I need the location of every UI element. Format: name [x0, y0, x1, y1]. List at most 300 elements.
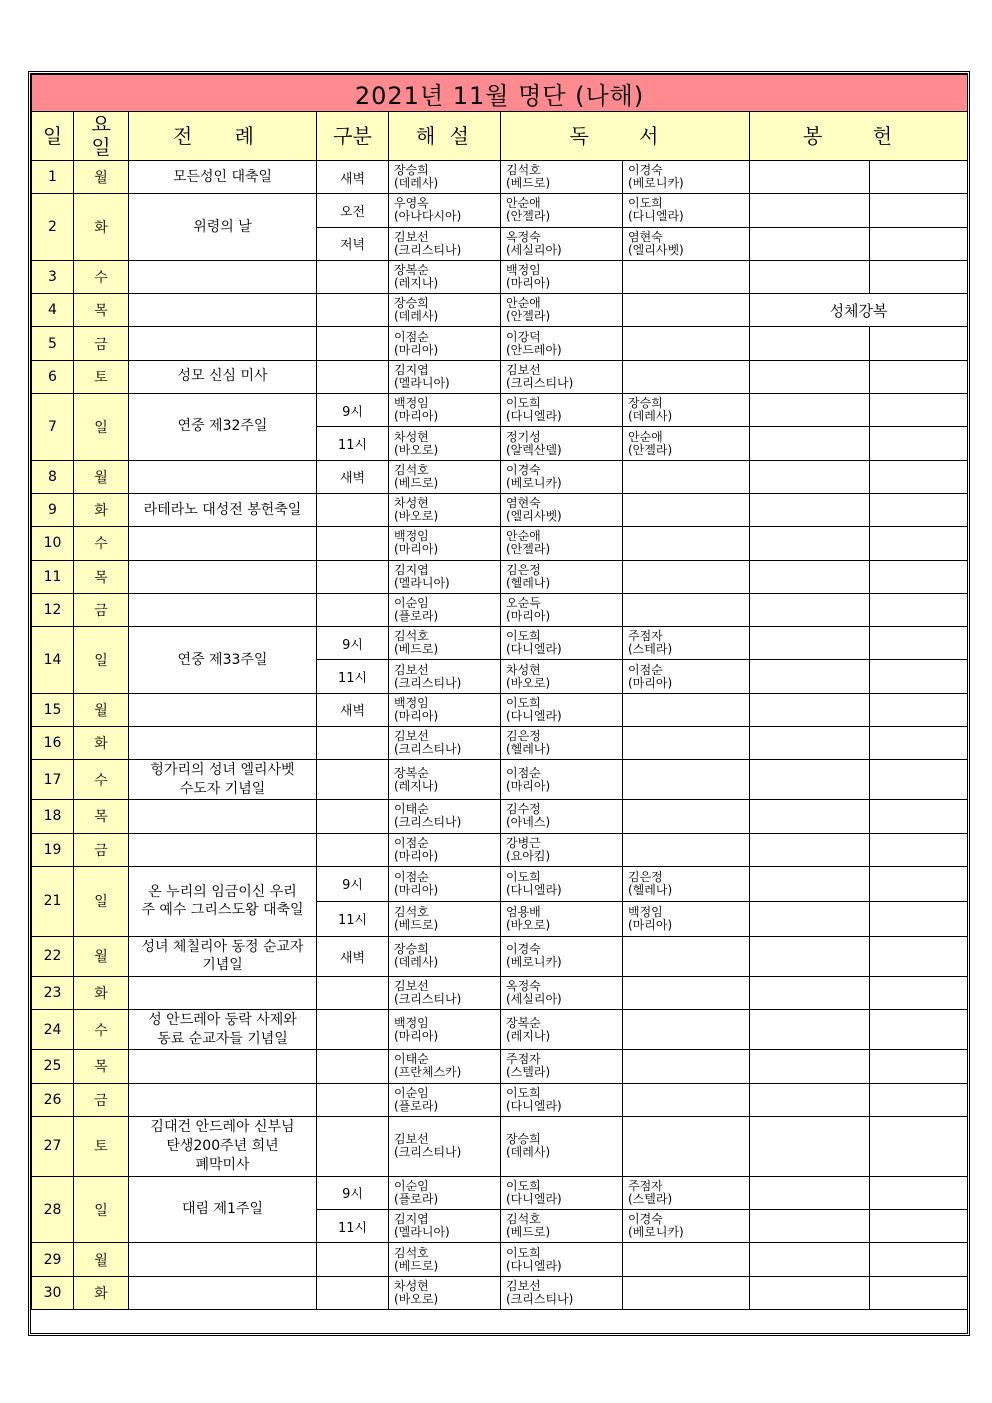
reader-2-line: (베로니카): [628, 1225, 684, 1240]
commentator-line: (멜라니아): [394, 375, 450, 390]
commentator: [389, 1210, 501, 1243]
reader-2-line: (스텔라): [628, 1191, 673, 1206]
weekday: 목: [74, 1050, 129, 1083]
weekday: 목: [74, 294, 129, 327]
reader-2: [623, 327, 750, 360]
commentator-line: 김지엽: [394, 362, 429, 377]
offering-2: [870, 1276, 968, 1309]
reader-1: [501, 360, 623, 393]
day-number: 15: [32, 693, 74, 726]
commentator-line: (베드로): [394, 475, 439, 490]
commentator-line: (크리스티나): [394, 742, 462, 757]
commentator: [389, 194, 501, 227]
reader-1-line: 이경숙: [506, 462, 541, 477]
commentator-line: 김보선: [394, 662, 429, 677]
reader-2: [623, 866, 750, 901]
reader-1: [501, 194, 623, 227]
reader-1-line: (안젤라): [506, 209, 551, 224]
commentator: [389, 901, 501, 936]
reader-1-line: (레지나): [506, 1028, 551, 1043]
weekday: 목: [74, 800, 129, 833]
table-row: [32, 976, 968, 1009]
day-number: 14: [32, 627, 74, 694]
reader-2: [623, 901, 750, 936]
offering-1: [750, 1116, 870, 1176]
commentator-line: 백정임: [394, 695, 429, 710]
reader-2: [623, 427, 750, 460]
reader-1-line: (마리아): [506, 778, 551, 793]
liturgy-name: [129, 560, 317, 593]
weekday: 금: [74, 327, 129, 360]
commentator: [389, 427, 501, 460]
reader-2: [623, 1050, 750, 1083]
reader-1: [501, 800, 623, 833]
commentator: [389, 327, 501, 360]
liturgy-name: 연중 제33주일: [129, 627, 317, 694]
liturgy-name: [129, 1050, 317, 1083]
header-weekday: 요 일: [74, 112, 129, 161]
reader-2: [623, 1276, 750, 1309]
day-number: 28: [32, 1176, 74, 1243]
offering-note: 성체강복: [750, 294, 968, 327]
commentator-line: (마리아): [394, 409, 439, 424]
table-row: [32, 1116, 968, 1176]
header-offering: 봉 헌: [750, 112, 968, 161]
offering-1: [750, 1276, 870, 1309]
category: [317, 360, 389, 393]
reader-1-line: 염현숙: [506, 496, 541, 511]
reader-1-line: (다니엘라): [506, 642, 562, 657]
reader-1-line: 이도희: [506, 695, 541, 710]
reader-1-line: (마리아): [506, 276, 551, 291]
reader-1: [501, 976, 623, 1009]
offering-2: [870, 727, 968, 760]
reader-2: [623, 1010, 750, 1050]
commentator-line: 김석호: [394, 462, 429, 477]
offering-2: [870, 161, 968, 194]
table-row: [32, 260, 968, 293]
offering-1: [750, 693, 870, 726]
day-number: 23: [32, 976, 74, 1009]
page-title: 2021년 11월 명단 (나해): [32, 75, 968, 112]
reader-1-line: (데레사): [506, 1145, 551, 1160]
reader-1: [501, 1083, 623, 1116]
commentator-line: 김보선: [394, 229, 429, 244]
reader-1-line: (마리아): [506, 609, 551, 623]
day-number: 11: [32, 560, 74, 593]
commentator-line: (아나다시아): [394, 209, 462, 224]
weekday: 토: [74, 360, 129, 393]
offering-1: [750, 1083, 870, 1116]
offering-1: [750, 161, 870, 194]
reader-1-line: (다니엘라): [506, 1191, 562, 1206]
liturgy-name: [129, 527, 317, 560]
category: [317, 976, 389, 1009]
commentator-line: 이순임: [394, 1178, 429, 1193]
table-row: [32, 394, 968, 427]
category: [317, 327, 389, 360]
offering-1: [750, 560, 870, 593]
reader-2: [623, 760, 750, 800]
reader-1-line: (베드로): [506, 176, 551, 191]
commentator-line: 이점순: [394, 329, 429, 344]
reader-1-line: 이도희: [506, 1245, 541, 1260]
liturgy-name: 라테라노 대성전 봉헌축일: [129, 493, 317, 526]
weekday: 월: [74, 1243, 129, 1276]
commentator-line: 이점순: [394, 869, 429, 884]
day-number: 4: [32, 294, 74, 327]
reader-1-line: 김석호: [506, 163, 541, 178]
reader-1-line: (다니엘라): [506, 409, 562, 424]
reader-2-line: 장승희: [628, 396, 663, 411]
commentator-line: (데레사): [394, 309, 439, 324]
category: [317, 760, 389, 800]
reader-2: [623, 976, 750, 1009]
reader-1-line: (아네스): [506, 815, 551, 830]
reader-1-line: 백정임: [506, 263, 541, 278]
roster-sheet: [28, 71, 970, 1336]
reader-1-line: (세실리아): [506, 992, 562, 1007]
day-number: 5: [32, 327, 74, 360]
reader-1-line: (안드레아): [506, 342, 562, 357]
offering-2: [870, 901, 968, 936]
reader-1-line: (알렉산델): [506, 442, 562, 457]
commentator: [389, 1176, 501, 1209]
reader-1-line: (헬레나): [506, 742, 551, 757]
offering-1: [750, 800, 870, 833]
day-number: 9: [32, 493, 74, 526]
reader-1-line: (다니엘라): [506, 1258, 562, 1273]
table-row: [32, 493, 968, 526]
reader-1-line: 이강덕: [506, 329, 541, 344]
category: [317, 560, 389, 593]
liturgy-name: 성모 신심 미사: [129, 360, 317, 393]
commentator: [389, 394, 501, 427]
reader-2: [623, 527, 750, 560]
reader-1-line: 주점자: [506, 1052, 541, 1067]
commentator-line: 백정임: [394, 529, 429, 544]
table-row: [32, 1276, 968, 1309]
commentator-line: (크리스티나): [394, 675, 462, 690]
reader-1-line: 안순애: [506, 296, 541, 311]
commentator-line: 백정임: [394, 1015, 429, 1030]
header-category: 구분: [317, 112, 389, 161]
weekday: 월: [74, 693, 129, 726]
commentator: [389, 936, 501, 976]
table-row: [32, 560, 968, 593]
reader-1: [501, 227, 623, 260]
category: [317, 1276, 389, 1309]
offering-2: [870, 327, 968, 360]
header-commentary: 해 설: [389, 112, 501, 161]
reader-1-line: 김보선: [506, 362, 541, 377]
reader-1: [501, 1050, 623, 1083]
liturgy-name: 대림 제1주일: [129, 1176, 317, 1243]
liturgy-name: 성 안드레아 둥락 사제와 동료 순교자들 기념일: [129, 1010, 317, 1050]
offering-2: [870, 1176, 968, 1209]
commentator-line: 이순임: [394, 1085, 429, 1100]
table-row: [32, 460, 968, 493]
offering-1: [750, 260, 870, 293]
commentator-line: 차성현: [394, 1278, 429, 1293]
header-row: [32, 112, 968, 161]
reader-2-line: 주점자: [628, 629, 663, 644]
offering-2: [870, 800, 968, 833]
reader-1-line: 김석호: [506, 1212, 541, 1227]
reader-2: [623, 460, 750, 493]
commentator-line: 차성현: [394, 429, 429, 444]
reader-1: [501, 1176, 623, 1209]
reader-1-line: 이경숙: [506, 942, 541, 957]
offering-2: [870, 1116, 968, 1176]
commentator: [389, 527, 501, 560]
commentator-line: (크리스티나): [394, 815, 462, 830]
reader-1-line: 장승희: [506, 1132, 541, 1147]
category: [317, 294, 389, 327]
liturgy-name: [129, 593, 317, 626]
reader-1-line: (크리스티나): [506, 375, 574, 390]
reader-1-line: 김수정: [506, 802, 541, 817]
reader-1-line: 김은정: [506, 562, 541, 577]
day-number: 8: [32, 460, 74, 493]
commentator-line: 장복순: [394, 263, 429, 278]
offering-2: [870, 1050, 968, 1083]
commentator: [389, 1050, 501, 1083]
reader-1: [501, 327, 623, 360]
commentator: [389, 1010, 501, 1050]
reader-1-line: 옥정숙: [506, 229, 541, 244]
reader-1-line: 엄용배: [506, 904, 541, 919]
offering-1: [750, 493, 870, 526]
commentator: [389, 660, 501, 693]
reader-2: [623, 800, 750, 833]
weekday: 화: [74, 976, 129, 1009]
reader-2-line: 이도희: [628, 196, 663, 211]
reader-2: [623, 660, 750, 693]
weekday: 수: [74, 260, 129, 293]
reader-2: [623, 1243, 750, 1276]
offering-1: [750, 1010, 870, 1050]
reader-1: [501, 294, 623, 327]
reader-2: [623, 627, 750, 660]
reader-2: [623, 1083, 750, 1116]
reader-1-line: (안젤라): [506, 309, 551, 324]
day-number: 25: [32, 1050, 74, 1083]
reader-1-line: 이도희: [506, 869, 541, 884]
offering-2: [870, 760, 968, 800]
commentator-line: 백정임: [394, 396, 429, 411]
offering-2: [870, 627, 968, 660]
reader-1-line: 김은정: [506, 729, 541, 744]
table-row: [32, 194, 968, 227]
reader-2: [623, 1176, 750, 1209]
table-row: [32, 727, 968, 760]
commentator-line: (데레사): [394, 955, 439, 970]
reader-2-line: (엘리사벳): [628, 242, 684, 257]
liturgy-name: [129, 693, 317, 726]
reader-1-line: (베로니카): [506, 955, 562, 970]
reader-1-line: (엘리사벳): [506, 509, 562, 524]
reader-2-line: (데레사): [628, 409, 673, 424]
weekday: 금: [74, 593, 129, 626]
offering-2: [870, 427, 968, 460]
reader-2: [623, 833, 750, 866]
commentator-line: (바오로): [394, 509, 439, 524]
offering-1: [750, 227, 870, 260]
reader-1-line: 이도희: [506, 1178, 541, 1193]
day-number: 1: [32, 161, 74, 194]
category: [317, 1050, 389, 1083]
offering-1: [750, 427, 870, 460]
reader-1: [501, 627, 623, 660]
reader-2: [623, 227, 750, 260]
offering-1: [750, 327, 870, 360]
weekday: 토: [74, 1116, 129, 1176]
offering-1: [750, 1243, 870, 1276]
reader-2-line: 염현숙: [628, 229, 663, 244]
table-row: [32, 593, 968, 626]
reader-1: [501, 593, 623, 626]
reader-1: [501, 493, 623, 526]
commentator: [389, 693, 501, 726]
commentator-line: 우영옥: [394, 196, 429, 211]
reader-2-line: 주점자: [628, 1178, 663, 1193]
commentator: [389, 360, 501, 393]
reader-1: [501, 394, 623, 427]
reader-1-line: 김보선: [506, 1278, 541, 1293]
table-row: [32, 760, 968, 800]
commentator-line: 이태순: [394, 1052, 429, 1067]
day-number: 3: [32, 260, 74, 293]
commentator: [389, 1083, 501, 1116]
offering-1: [750, 727, 870, 760]
reader-1-line: 이도희: [506, 396, 541, 411]
reader-1-line: 정기성: [506, 429, 541, 444]
reader-2: [623, 727, 750, 760]
commentator-line: 김보선: [394, 729, 429, 744]
offering-1: [750, 901, 870, 936]
weekday: 월: [74, 161, 129, 194]
reader-1-line: (바오로): [506, 675, 551, 690]
offering-2: [870, 493, 968, 526]
offering-2: [870, 394, 968, 427]
offering-1: [750, 936, 870, 976]
reader-1: [501, 1116, 623, 1176]
reader-2-line: (마리아): [628, 917, 673, 932]
reader-2-line: (베로니카): [628, 176, 684, 191]
commentator: [389, 593, 501, 626]
weekday: 수: [74, 760, 129, 800]
reader-1-line: (베드로): [506, 1225, 551, 1240]
reader-1: [501, 760, 623, 800]
reader-2-line: (마리아): [628, 675, 673, 690]
reader-2: [623, 493, 750, 526]
reader-1: [501, 1243, 623, 1276]
reader-1: [501, 901, 623, 936]
commentator-line: 이순임: [394, 596, 429, 610]
day-number: 26: [32, 1083, 74, 1116]
weekday: 일: [74, 627, 129, 694]
category: 11시: [317, 660, 389, 693]
liturgy-name: 연중 제32주일: [129, 394, 317, 461]
commentator-line: 김보선: [394, 1132, 429, 1147]
offering-2: [870, 693, 968, 726]
commentator-line: (베드로): [394, 642, 439, 657]
day-number: 21: [32, 866, 74, 936]
commentator-line: (베드로): [394, 917, 439, 932]
offering-1: [750, 593, 870, 626]
offering-1: [750, 866, 870, 901]
table-row: [32, 866, 968, 901]
reader-1-line: 이도희: [506, 1085, 541, 1100]
weekday: 일: [74, 1176, 129, 1243]
liturgy-name: [129, 294, 317, 327]
category: 오전: [317, 194, 389, 227]
commentator: [389, 833, 501, 866]
weekday: 화: [74, 194, 129, 261]
roster-table: [31, 74, 968, 1310]
table-row: [32, 833, 968, 866]
weekday: 목: [74, 560, 129, 593]
liturgy-name: 온 누리의 임금이신 우리 주 예수 그리스도왕 대축일: [129, 866, 317, 936]
category: 9시: [317, 1176, 389, 1209]
commentator-line: 김지엽: [394, 1212, 429, 1227]
reader-2: [623, 936, 750, 976]
offering-1: [750, 527, 870, 560]
reader-1: [501, 161, 623, 194]
reader-1: [501, 660, 623, 693]
reader-1-line: (세실리아): [506, 242, 562, 257]
reader-2-line: (스테라): [628, 642, 673, 657]
reader-1-line: 옥정숙: [506, 979, 541, 994]
commentator-line: (크리스티나): [394, 242, 462, 257]
day-number: 6: [32, 360, 74, 393]
category: 11시: [317, 1210, 389, 1243]
day-number: 18: [32, 800, 74, 833]
reader-2-line: 안순애: [628, 429, 663, 444]
offering-2: [870, 1083, 968, 1116]
reader-1-line: 차성현: [506, 662, 541, 677]
reader-1-line: (다니엘라): [506, 882, 562, 897]
commentator-line: 장승희: [394, 296, 429, 311]
category: [317, 527, 389, 560]
reader-2-line: 이점순: [628, 662, 663, 677]
reader-1-line: 이점순: [506, 765, 541, 780]
reader-2: [623, 161, 750, 194]
offering-2: [870, 460, 968, 493]
reader-2: [623, 260, 750, 293]
reader-1: [501, 460, 623, 493]
commentator-line: 김석호: [394, 904, 429, 919]
commentator-line: 장승희: [394, 163, 429, 178]
day-number: 2: [32, 194, 74, 261]
reader-1-line: 강병근: [506, 835, 541, 850]
liturgy-name: 모든성인 대축일: [129, 161, 317, 194]
reader-1-line: (베로니카): [506, 475, 562, 490]
reader-1: [501, 527, 623, 560]
offering-1: [750, 627, 870, 660]
category: [317, 727, 389, 760]
table-row: [32, 1176, 968, 1209]
commentator: [389, 760, 501, 800]
liturgy-name: [129, 460, 317, 493]
commentator-line: (프란체스카): [394, 1065, 462, 1080]
weekday: 월: [74, 936, 129, 976]
commentator-line: (플로라): [394, 609, 439, 623]
commentator-line: (마리아): [394, 542, 439, 557]
day-number: 10: [32, 527, 74, 560]
category: [317, 1083, 389, 1116]
